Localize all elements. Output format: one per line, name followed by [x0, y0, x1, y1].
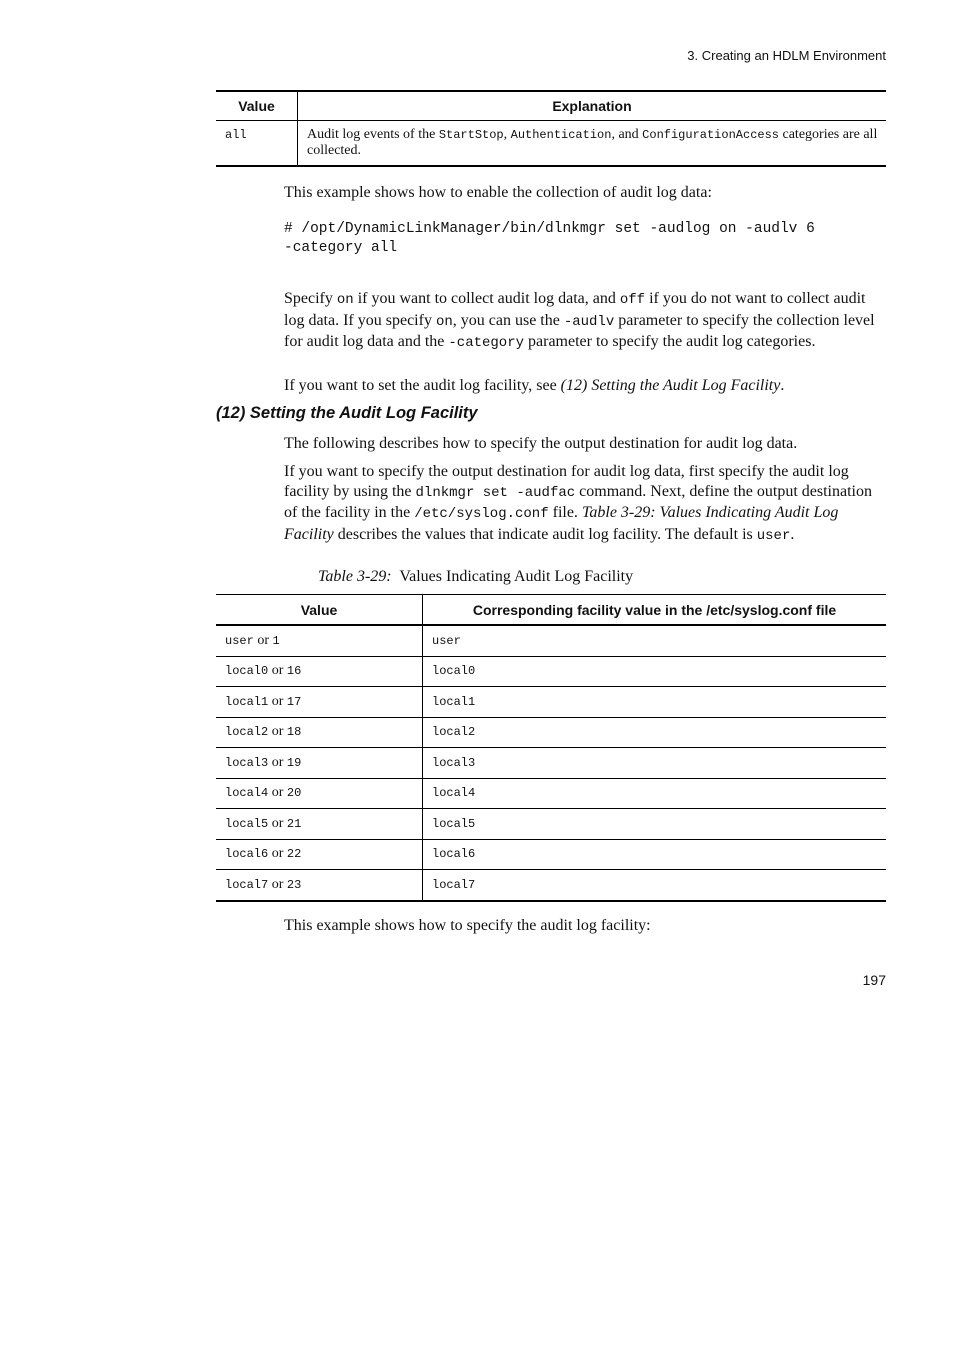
value-cell: [216, 687, 423, 718]
facility-name-code: local0: [225, 664, 269, 679]
page-number: 197: [862, 972, 886, 988]
table-row: [216, 625, 886, 656]
code-block-enable: [284, 220, 815, 257]
facility-name-code: local2: [225, 725, 269, 740]
body-text: , you can use the: [452, 311, 564, 329]
facility-number-code: 19: [286, 755, 302, 770]
facility-number-code: 20: [286, 786, 302, 801]
body-text: If you want to set the audit log facility, see: [284, 377, 561, 394]
table-caption-title: Values Indicating Audit Log Facility: [391, 568, 634, 585]
explanation-text: ,: [503, 127, 511, 142]
column-header-value: Value: [216, 91, 298, 121]
body-text: Specify: [284, 290, 337, 307]
explanation-cell: [298, 121, 887, 167]
value-cell: [216, 656, 423, 687]
paragraph-see-facility: [284, 376, 886, 396]
body-text: command. Next, define the output destination of the facility in the: [284, 482, 872, 521]
facility-name-code: local1: [225, 694, 269, 709]
facility-number-code: 22: [286, 847, 302, 862]
or-connector: or: [271, 785, 284, 801]
paragraph-example-enable: This example shows how to enable the collection of audit log data:: [284, 184, 712, 201]
cross-reference-link[interactable]: (12) Setting the Audit Log Facility: [560, 377, 781, 394]
column-header-explanation: Explanation: [298, 91, 887, 121]
value-cell: [216, 870, 423, 901]
syslog-facility-code: local4: [432, 786, 476, 801]
facility-value-cell: [423, 625, 887, 656]
table-row: [216, 717, 886, 748]
facility-number-code: 18: [286, 725, 302, 740]
syslog-facility-code: local0: [432, 664, 476, 679]
body-text: if you do not want to collect audit log data. If you specify: [284, 290, 866, 329]
code-line: -category all: [284, 239, 398, 256]
or-connector: or: [271, 663, 284, 679]
category-code: StartStop: [438, 128, 504, 142]
paragraph-describes: The following describes how to specify the output destination for audit log data.: [284, 435, 798, 452]
facility-name-code: user: [225, 633, 254, 648]
value-cell: [216, 625, 423, 656]
column-header-facility: Corresponding facility value in the /etc/syslog.conf file: [423, 595, 887, 626]
value-cell: [216, 121, 298, 167]
category-code: ConfigurationAccess: [642, 128, 779, 142]
body-text: parameter to specify the collection level for audit log data and the: [284, 311, 875, 350]
or-connector: or: [271, 876, 284, 892]
syslog-facility-code: user: [432, 633, 461, 648]
facility-number-code: 16: [286, 664, 302, 679]
facility-value-cell: [423, 778, 887, 809]
syslog-facility-code: local6: [432, 847, 476, 862]
facility-number-code: 21: [286, 816, 302, 831]
inline-code: off: [619, 292, 646, 308]
explanation-text: Audit log events of the: [307, 127, 439, 142]
inline-code: user: [756, 527, 791, 544]
table-row: [216, 656, 886, 687]
category-code: Authentication: [510, 128, 612, 142]
facility-value-cell: [423, 656, 887, 687]
table-caption: [318, 568, 633, 586]
code-line: # /opt/DynamicLinkManager/bin/dlnkmgr set -audlog on -audlv 6: [284, 221, 815, 237]
audit-category-table: [216, 90, 886, 167]
body-text: parameter to specify the audit log categories.: [524, 333, 816, 350]
running-header: 3. Creating an HDLM Environment: [687, 48, 886, 63]
facility-value-cell: [423, 839, 887, 870]
syslog-facility-code: local7: [432, 877, 476, 892]
body-text: If you want to specify the output destination for audit log data, first specify the audit log facility by using the: [284, 463, 849, 500]
table-row: [216, 839, 886, 870]
facility-value-cell: [423, 870, 887, 901]
facility-value-cell: [423, 717, 887, 748]
paragraph-specify: [284, 289, 886, 354]
inline-code: /etc/syslog.conf: [414, 506, 549, 522]
body-text: file.: [548, 504, 582, 521]
table-row: [216, 809, 886, 840]
table-row: [216, 870, 886, 901]
table-caption-label: Table 3-29:: [318, 568, 392, 585]
value-cell: [216, 748, 423, 779]
syslog-facility-code: local1: [432, 694, 476, 709]
table-header-row: [216, 595, 886, 626]
inline-code: -category: [448, 335, 525, 351]
value-cell: [216, 778, 423, 809]
inline-code: on: [336, 292, 354, 308]
paragraph-example-facility: This example shows how to specify the audit log facility:: [284, 917, 651, 934]
facility-name-code: local7: [225, 877, 269, 892]
explanation-text: , and: [611, 127, 643, 142]
table-row: [216, 121, 886, 167]
section-heading: (12) Setting the Audit Log Facility: [216, 404, 478, 422]
value-cell: [216, 809, 423, 840]
facility-value-cell: [423, 809, 887, 840]
value-code: all: [225, 128, 247, 142]
column-header-value: Value: [216, 595, 423, 626]
body-text: .: [790, 525, 795, 543]
table-header-row: [216, 91, 886, 121]
facility-value-cell: [423, 687, 887, 718]
or-connector: or: [271, 724, 284, 740]
body-text: describes the values that indicate audit log facility. The default is: [333, 525, 757, 543]
facility-number-code: 23: [286, 877, 302, 892]
table-reference-link[interactable]: Table 3-29: Values Indicating Audit Log Facility: [284, 504, 839, 543]
or-connector: or: [271, 693, 284, 709]
body-text: .: [780, 377, 785, 394]
value-cell: [216, 717, 423, 748]
inline-code: -audlv: [563, 313, 615, 330]
table-row: [216, 748, 886, 779]
value-cell: [216, 839, 423, 870]
facility-name-code: local5: [225, 816, 269, 831]
inline-code: on: [435, 313, 453, 330]
syslog-facility-code: local3: [432, 755, 476, 770]
facility-table-body: [216, 625, 886, 901]
table-row: [216, 778, 886, 809]
table-row: [216, 687, 886, 718]
syslog-facility-code: local2: [432, 725, 476, 740]
or-connector: or: [271, 846, 284, 862]
or-connector: or: [271, 815, 284, 831]
inline-code: dlnkmgr set -audfac: [415, 484, 576, 501]
paragraph-output-destination: [284, 462, 886, 546]
syslog-facility-code: local5: [432, 816, 476, 831]
facility-name-code: local6: [225, 847, 269, 862]
facility-value-cell: [423, 748, 887, 779]
body-text: if you want to collect audit log data, and: [353, 290, 620, 307]
facility-name-code: local4: [225, 786, 269, 801]
or-connector: or: [271, 754, 284, 770]
facility-number-code: 1: [272, 633, 280, 648]
facility-name-code: local3: [225, 755, 269, 770]
or-connector: or: [257, 632, 269, 648]
explanation-text: categories are all collected.: [307, 127, 878, 158]
facility-values-table: [216, 594, 886, 902]
facility-number-code: 17: [286, 694, 302, 709]
